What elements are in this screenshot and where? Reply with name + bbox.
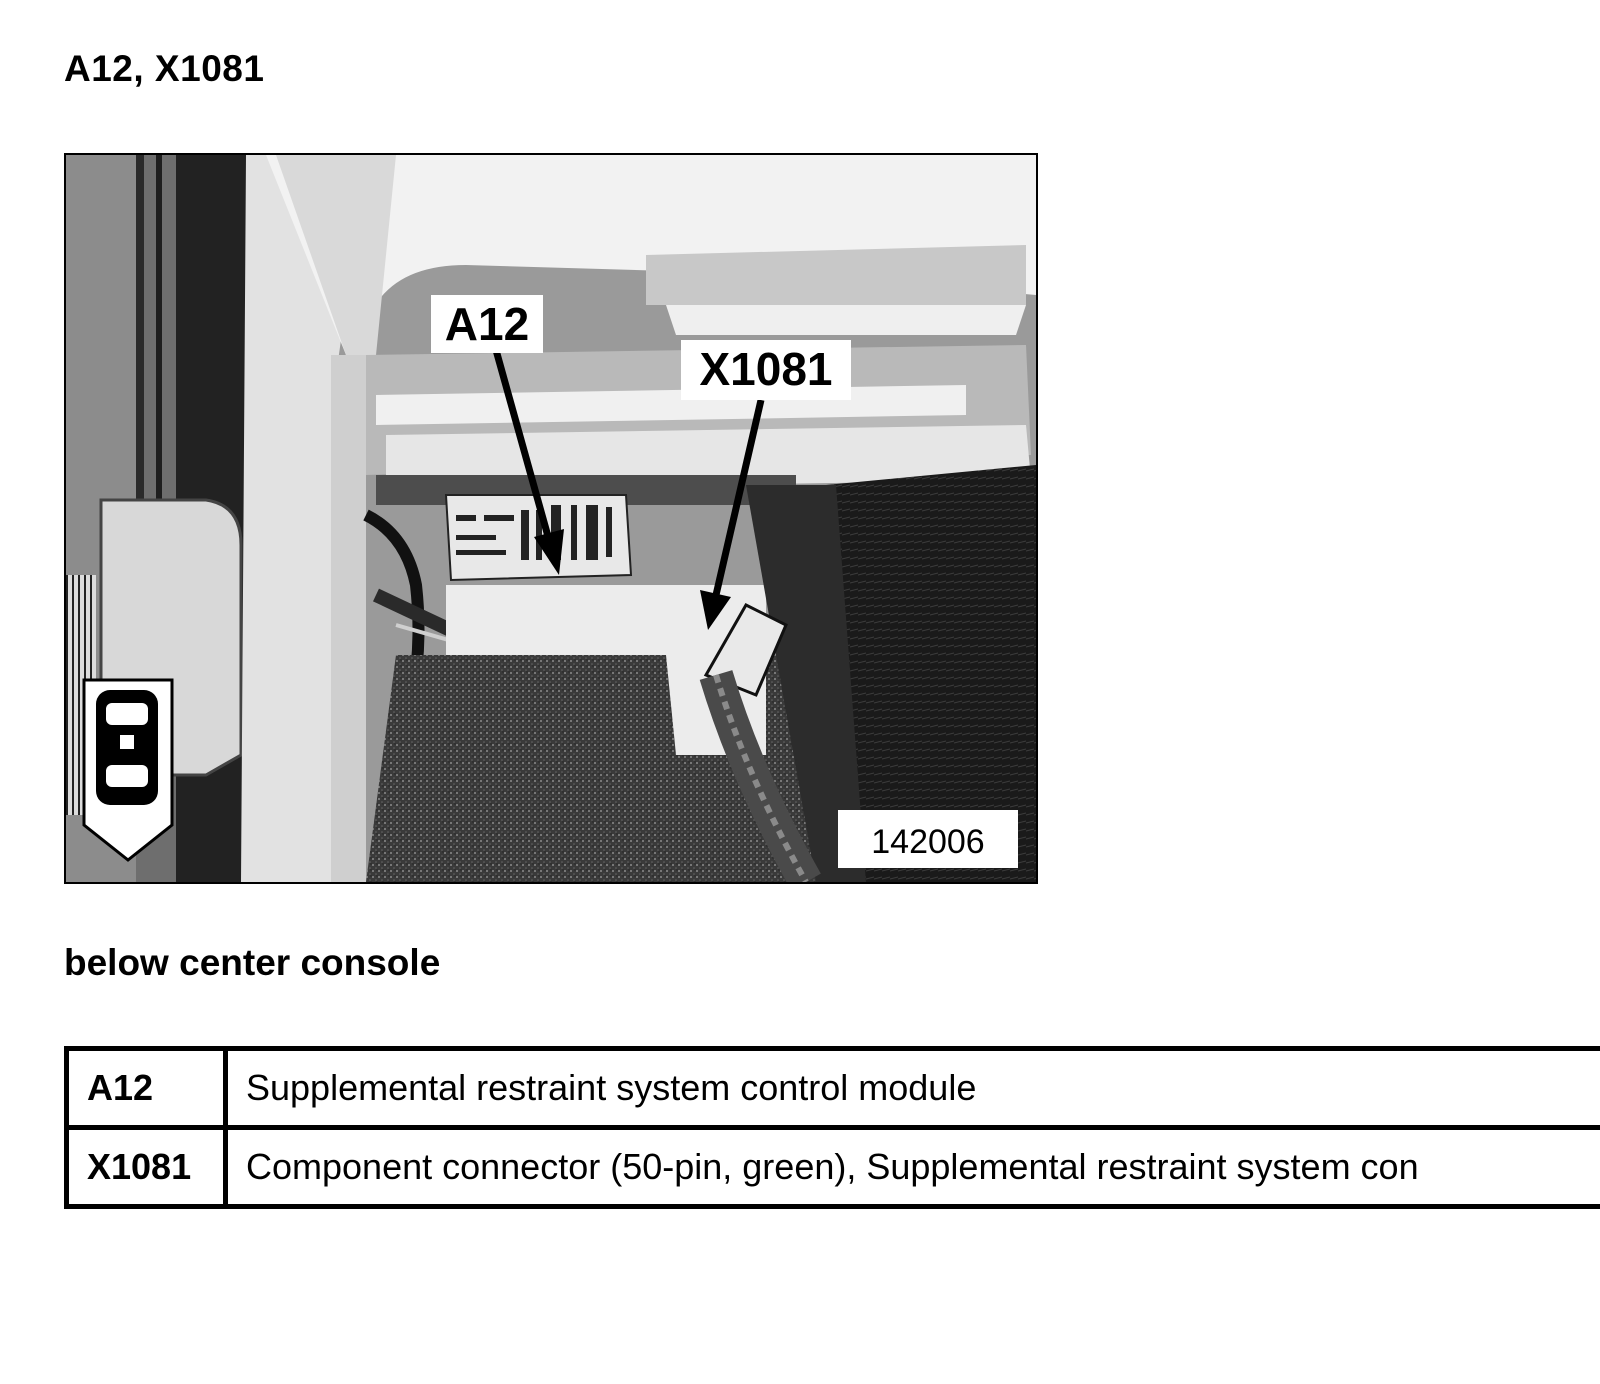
a12-callout-label: A12 xyxy=(444,298,530,350)
image-number: 142006 xyxy=(871,823,985,861)
table-row xyxy=(67,1128,1600,1207)
page-title: A12, X1081 xyxy=(64,48,265,89)
component-location-photo xyxy=(64,153,1038,884)
component-legend-table xyxy=(64,1046,1600,1209)
car-top-view-icon xyxy=(84,680,172,860)
x1081-callout-label: X1081 xyxy=(699,343,833,395)
component-description: Component connector (50-pin, green), Supplemental restraint system con xyxy=(226,1128,1600,1207)
component-code: X1081 xyxy=(67,1128,226,1207)
location-caption: below center console xyxy=(64,942,441,983)
component-description: Supplemental restraint system control module xyxy=(226,1049,1600,1128)
component-code: A12 xyxy=(67,1049,226,1128)
table-row xyxy=(67,1049,1600,1128)
